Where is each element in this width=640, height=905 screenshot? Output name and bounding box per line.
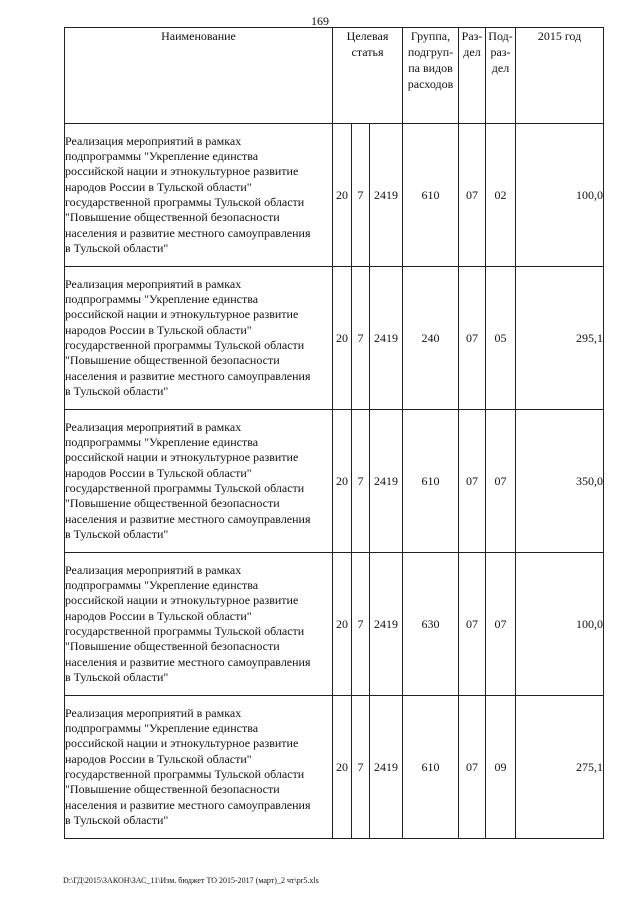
row-amount: 350,0 <box>516 410 604 553</box>
row-name: Реализация мероприятий в рамках подпрограммы "Укрепление единства российской нации и этнокультурное развитие народов России в Тульской области" государственной программы Тульской области "Повышение общественной безопасности населения и развитие местного самоуправления в Тульской области" <box>65 124 333 267</box>
table-row <box>65 553 604 696</box>
table-row <box>65 124 604 267</box>
row-group: 610 <box>403 124 459 267</box>
row-amount: 295,1 <box>516 267 604 410</box>
file-path-footer: D:\ГД\2015\ЗАКОН\ЗАС_11\Изм. бюджет ТО 2015-2017 (март)_2 чт\pr5.xls <box>63 876 319 885</box>
row-code-3: 2419 <box>370 124 403 267</box>
header-name: Наименование <box>65 28 333 124</box>
row-code-3: 2419 <box>370 553 403 696</box>
row-name: Реализация мероприятий в рамках подпрограммы "Укрепление единства российской нации и этнокультурное развитие народов России в Тульской области" государственной программы Тульской области "Повышение общественной безопасности населения и развитие местного самоуправления в Тульской области" <box>65 267 333 410</box>
row-code-3: 2419 <box>370 410 403 553</box>
row-code-2: 7 <box>352 410 370 553</box>
row-code-3: 2419 <box>370 267 403 410</box>
row-razdel: 07 <box>459 553 486 696</box>
row-code-2: 7 <box>352 553 370 696</box>
header-podrazdel: Под-раз-дел <box>486 28 516 124</box>
row-code-1: 20 <box>333 267 352 410</box>
row-podrazdel: 07 <box>486 410 516 553</box>
table-header-row <box>65 28 604 124</box>
row-podrazdel: 05 <box>486 267 516 410</box>
header-year: 2015 год <box>516 28 604 124</box>
row-razdel: 07 <box>459 267 486 410</box>
header-razdel: Раз-дел <box>459 28 486 124</box>
row-razdel: 07 <box>459 124 486 267</box>
table-row <box>65 267 604 410</box>
row-podrazdel: 07 <box>486 553 516 696</box>
row-name: Реализация мероприятий в рамках подпрограммы "Укрепление единства российской нации и этнокультурное развитие народов России в Тульской области" государственной программы Тульской области "Повышение общественной безопасности населения и развитие местного самоуправления в Тульской области" <box>65 696 333 839</box>
row-group: 610 <box>403 410 459 553</box>
row-code-2: 7 <box>352 124 370 267</box>
row-code-3: 2419 <box>370 696 403 839</box>
table-row <box>65 410 604 553</box>
row-name: Реализация мероприятий в рамках подпрограммы "Укрепление единства российской нации и этнокультурное развитие народов России в Тульской области" государственной программы Тульской области "Повышение общественной безопасности населения и развитие местного самоуправления в Тульской области" <box>65 553 333 696</box>
row-amount: 100,0 <box>516 553 604 696</box>
row-code-2: 7 <box>352 267 370 410</box>
row-name: Реализация мероприятий в рамках подпрограммы "Укрепление единства российской нации и этнокультурное развитие народов России в Тульской области" государственной программы Тульской области "Повышение общественной безопасности населения и развитие местного самоуправления в Тульской области" <box>65 410 333 553</box>
row-group: 240 <box>403 267 459 410</box>
row-razdel: 07 <box>459 410 486 553</box>
budget-table <box>64 27 604 839</box>
row-podrazdel: 02 <box>486 124 516 267</box>
row-code-2: 7 <box>352 696 370 839</box>
header-gruppa: Группа, подгруп-па видов расходов <box>403 28 459 124</box>
row-amount: 275,1 <box>516 696 604 839</box>
row-amount: 100,0 <box>516 124 604 267</box>
row-code-1: 20 <box>333 553 352 696</box>
row-group: 610 <box>403 696 459 839</box>
row-group: 630 <box>403 553 459 696</box>
row-podrazdel: 09 <box>486 696 516 839</box>
row-code-1: 20 <box>333 124 352 267</box>
row-code-1: 20 <box>333 696 352 839</box>
page-number: 169 <box>311 14 329 28</box>
header-celevaya: Целевая статья <box>333 28 403 124</box>
row-razdel: 07 <box>459 696 486 839</box>
row-code-1: 20 <box>333 410 352 553</box>
table-row <box>65 696 604 839</box>
